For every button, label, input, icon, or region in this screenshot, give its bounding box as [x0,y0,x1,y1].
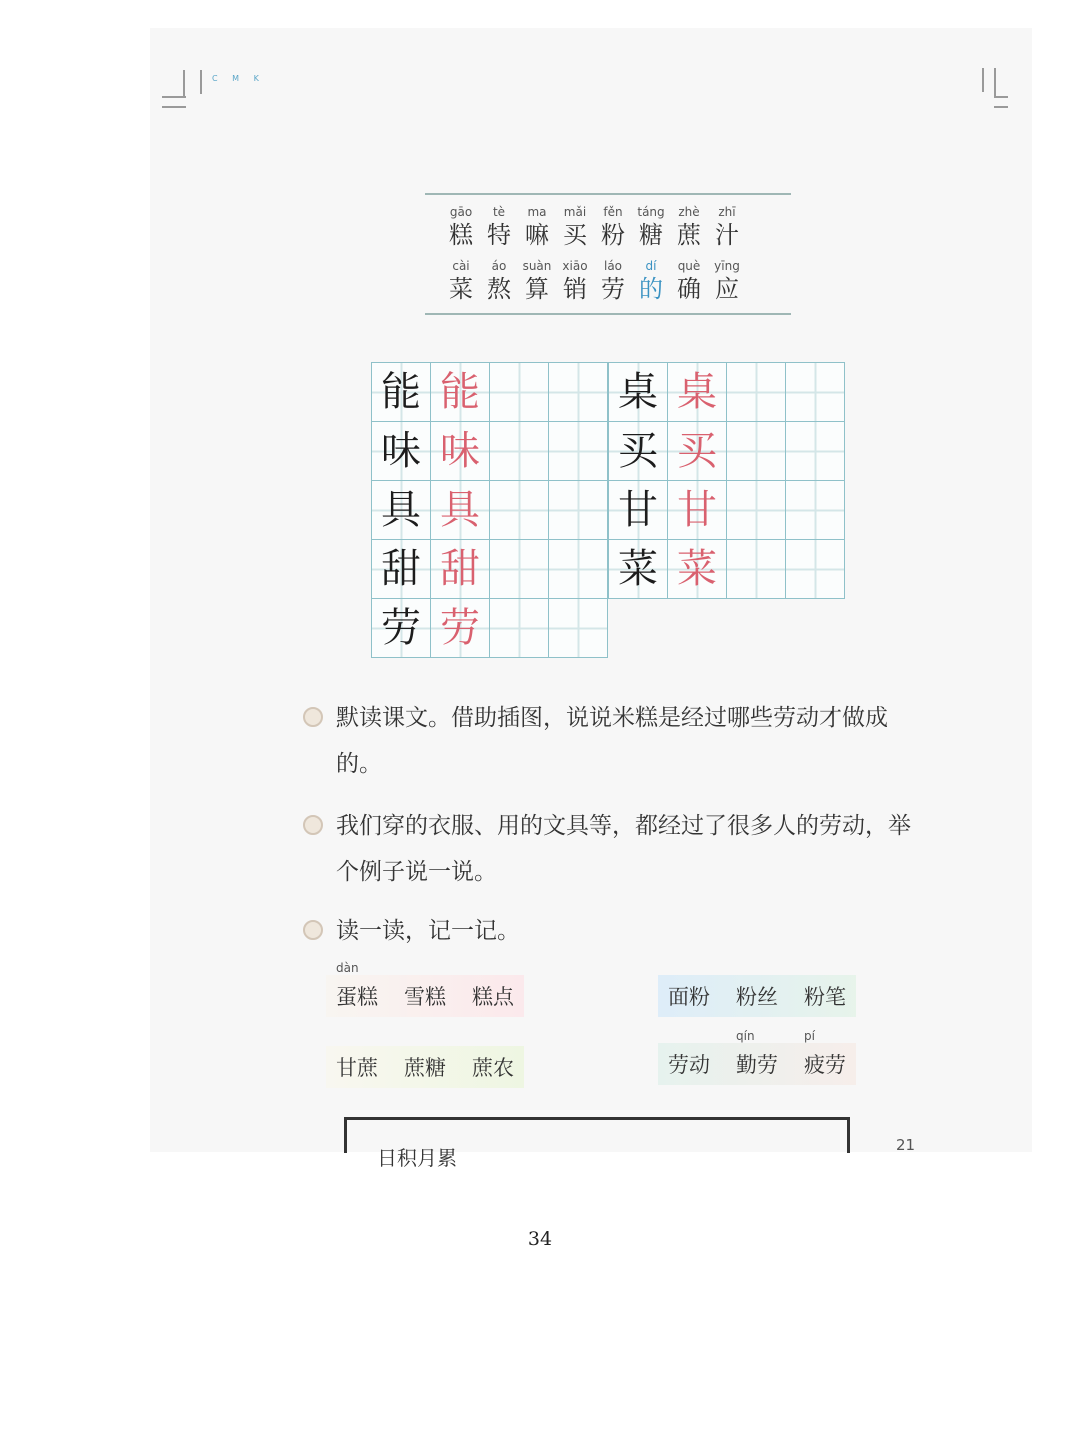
model-char: 味 [372,422,431,481]
word: 劳动 [668,1053,710,1077]
vocab-item: xiāo 销 [562,259,588,303]
practice-cell [549,540,608,599]
question-1 [303,695,923,787]
vocab-item: áo 熬 [487,259,511,303]
vocab-item: fěn 粉 [601,205,625,249]
vocab-item-highlight: dí 的 [639,259,663,303]
word: 蔗糖 [404,1056,446,1080]
crop-mark-top-left [162,106,186,108]
trace-char: 能 [431,363,490,422]
model-char: 买 [609,422,668,481]
practice-cell [727,363,786,422]
crop-mark-top-right [994,68,996,98]
practice-cell [549,363,608,422]
word-group-lao [658,1029,856,1085]
vocab-item: mǎi 买 [563,205,587,249]
vocab-item: láo 劳 [601,259,625,303]
word-group-gao [326,961,524,1017]
model-char: 具 [372,481,431,540]
trace-char: 桌 [668,363,727,422]
model-char: 能 [372,363,431,422]
circle-bullet-icon [303,920,323,940]
trace-char: 买 [668,422,727,481]
vocab-item: gāo 糕 [449,205,473,249]
model-char: 菜 [609,540,668,599]
word: qín 勤劳 [736,1029,778,1077]
trace-char: 劳 [431,599,490,658]
model-char: 桌 [609,363,668,422]
crop-mark-top-right [982,68,984,92]
trace-char: 菜 [668,540,727,599]
model-char: 甘 [609,481,668,540]
practice-cell [727,422,786,481]
model-char: 劳 [372,599,431,658]
crop-mark-top-right [994,96,1008,98]
vocab-item: què 确 [677,259,701,303]
practice-cell [490,481,549,540]
writing-grid-right [608,362,845,599]
word: pí 疲劳 [804,1029,846,1077]
practice-cell [786,363,845,422]
vocab-item: zhī 汁 [715,205,739,249]
word: 糕点 [472,985,514,1009]
vocab-item: suàn 算 [522,259,552,303]
vocab-item: zhè 蔗 [677,205,701,249]
cmyk-registration: C M K [212,74,265,83]
practice-cell [549,599,608,658]
vocab-item: ma 嘛 [525,205,549,249]
question-text: 我们穿的衣服、用的文具等，都经过了很多人的劳动，举个例子说一说。 [336,813,911,885]
vocab-row-1 [442,204,746,250]
practice-cell [786,481,845,540]
word: 雪糕 [404,985,446,1009]
vocab-row-2 [442,258,746,304]
crop-mark-top-left [200,70,202,94]
word: dàn 蛋糕 [336,961,378,1009]
practice-cell [490,363,549,422]
word: 面粉 [668,985,710,1009]
word: 蔗农 [472,1056,514,1080]
practice-cell [786,422,845,481]
question-text: 默读课文。借助插图，说说米糕是经过哪些劳动才做成的。 [336,705,888,777]
crop-mark-top-left [183,70,185,98]
model-char: 甜 [372,540,431,599]
vocab-item: cài 菜 [449,259,473,303]
practice-cell [490,599,549,658]
vocab-bottom-rule [425,313,791,315]
practice-cell [549,481,608,540]
practice-cell [490,422,549,481]
trace-char: 具 [431,481,490,540]
vocab-item: tè 特 [487,205,511,249]
practice-cell [727,481,786,540]
practice-cell [727,540,786,599]
trace-char: 味 [431,422,490,481]
next-section-frame [344,1117,850,1170]
next-section-title: 日积月累 [377,1146,457,1170]
practice-cell [490,540,549,599]
practice-cell [786,540,845,599]
vocab-top-rule [425,193,791,195]
document-page-number: 34 [527,1228,553,1250]
question-text: 读一读，记一记。 [336,918,520,944]
crop-mark-top-right [994,106,1008,108]
book-page-number: 21 [896,1136,916,1154]
circle-bullet-icon [303,815,323,835]
question-3 [303,908,923,954]
vocab-item: yīng 应 [714,259,740,303]
writing-grid-left [371,362,608,658]
word: 粉笔 [804,985,846,1009]
circle-bullet-icon [303,707,323,727]
vocab-item: táng 糖 [637,205,665,249]
word-group-zhe [326,1046,524,1088]
word: 粉丝 [736,985,778,1009]
trace-char: 甘 [668,481,727,540]
word-group-fen [658,975,856,1017]
question-2 [303,803,923,895]
practice-cell [549,422,608,481]
trace-char: 甜 [431,540,490,599]
word: 甘蔗 [336,1056,378,1080]
